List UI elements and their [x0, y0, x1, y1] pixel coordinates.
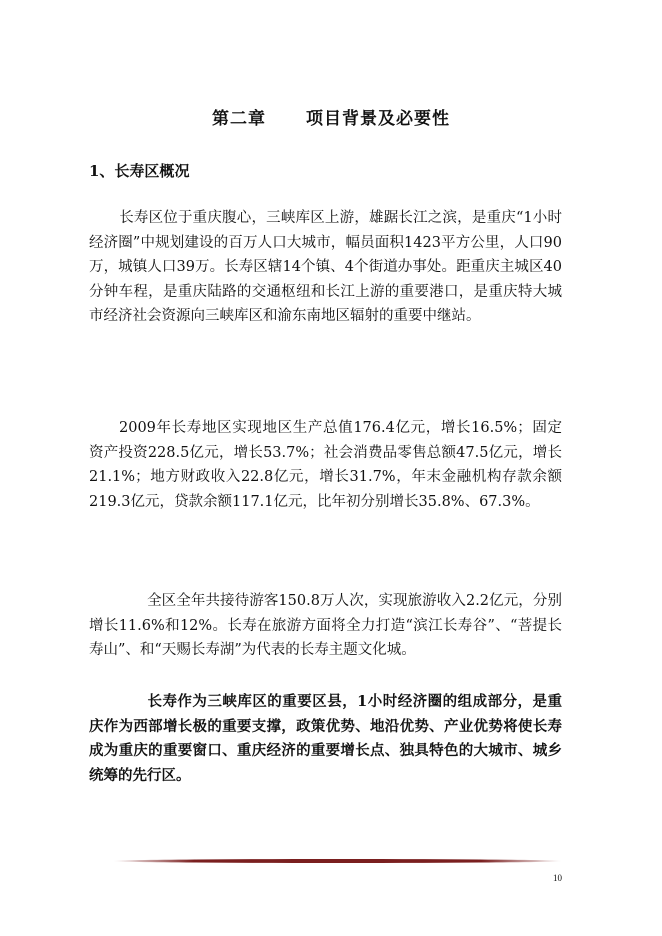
paragraph-overview: [89, 206, 562, 329]
paragraph-tourism-text: 全区全年共接待游客150.8万人次，实现旅游收入2.2亿元，分别增长11.6%和12%。长寿在旅游方面将全力打造“滨江长寿谷”、“菩提长寿山”、和“天赐长寿湖”为代表的长寿主题文化城。: [89, 593, 562, 659]
section-heading: 1、长寿区概况: [89, 162, 190, 180]
paragraph-overview-text: 长寿区位于重庆腹心，三峡库区上游，雄踞长江之滨，是重庆“1小时经济圈”中规划建设的百万人口大城市，幅员面积1423平方公里，人口90万，城镇人口39万。长寿区辖14个镇、4个街道办事处。距重庆主城区40分钟车程，是重庆陆路的交通枢纽和长江上游的重要港口，是重庆特大城市经济社会资源向三峡库区和渝东南地区辐射的重要中继站。: [89, 210, 562, 325]
paragraph-economy-text: 2009年长寿地区实现地区生产总值176.4亿元，增长16.5%；固定资产投资228.5亿元，增长53.7%；社会消费品零售总额47.5亿元，增长21.1%；地方财政收入22.8亿元，增长31.7%，年末金融机构存款余额219.3亿元，贷款余额117.1亿元，比年初分别增长35.8%、67.3%。: [89, 420, 562, 510]
paragraph-economy: [89, 416, 562, 514]
paragraph-strategic-role-text: 长寿作为三峡库区的重要区县，1小时经济圈的组成部分，是重庆作为西部增长极的重要支撑，政策优势、地沿优势、产业优势将使长寿成为重庆的重要窗口、重庆经济的重要增长点、独具特色的大城市、城乡统筹的先行区。: [89, 693, 562, 784]
chapter-name: 项目背景及必要性: [306, 109, 450, 129]
chapter-title: [0, 104, 662, 129]
page-number: 10: [553, 873, 562, 883]
chapter-number: 第二章: [212, 109, 266, 129]
footer-rule: [113, 859, 562, 863]
paragraph-strategic-role: [89, 690, 562, 788]
paragraph-tourism: [89, 589, 562, 663]
